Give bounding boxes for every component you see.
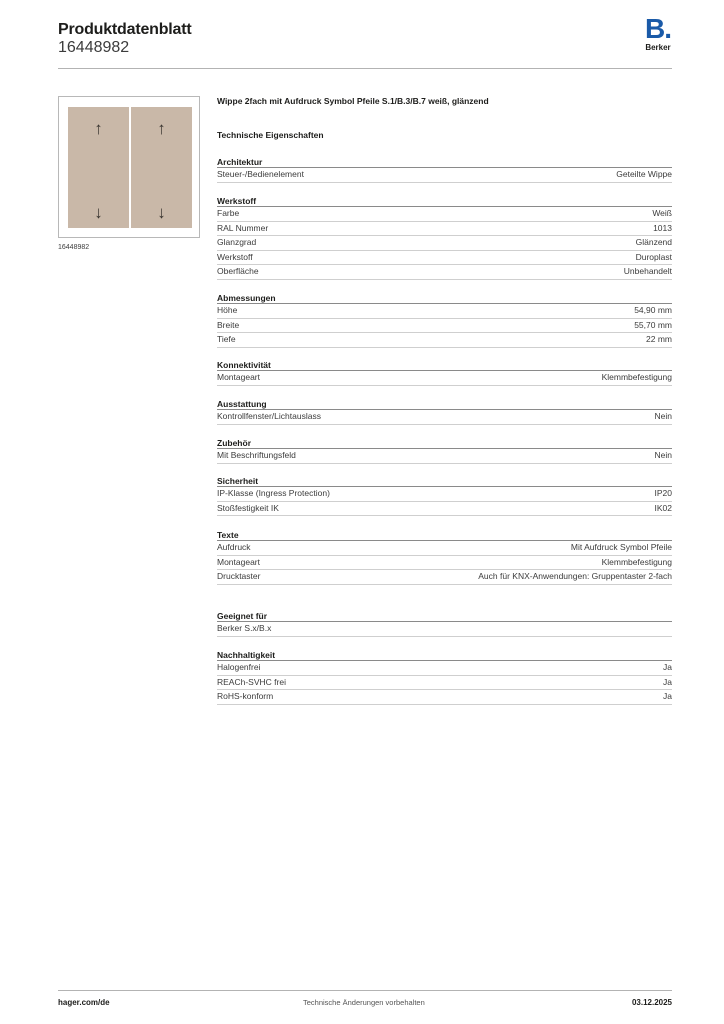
spec-label: REACh-SVHC frei <box>217 676 286 687</box>
spec-row <box>217 556 672 571</box>
spec-label: IP-Klasse (Ingress Protection) <box>217 488 330 498</box>
spec-section <box>217 649 672 705</box>
header-divider <box>58 68 672 69</box>
spec-row <box>217 570 672 585</box>
section-heading: Sicherheit <box>217 475 672 487</box>
spec-section <box>217 398 672 425</box>
arrow-up-icon: ↑ <box>157 119 166 138</box>
section-heading: Werkstoff <box>217 195 672 207</box>
spec-section <box>217 156 672 183</box>
spec-section <box>217 437 672 464</box>
spec-value: 55,70 mm <box>634 319 672 330</box>
section-heading: Ausstattung <box>217 398 672 410</box>
section-heading: Geeignet für <box>217 610 672 622</box>
spec-label: Werkstoff <box>217 251 253 262</box>
spec-value: Glänzend <box>635 237 672 247</box>
spec-row <box>217 541 672 556</box>
spec-label: Tiefe <box>217 334 236 344</box>
spec-value: 54,90 mm <box>634 305 672 315</box>
spec-row <box>217 502 672 517</box>
spec-section <box>217 359 672 386</box>
spec-row <box>217 449 672 464</box>
spec-value: Nein <box>654 411 672 421</box>
section-heading: Abmessungen <box>217 292 672 304</box>
spec-row <box>217 222 672 237</box>
spec-row <box>217 622 672 637</box>
spec-label: Höhe <box>217 305 238 315</box>
spec-value: Weiß <box>652 208 672 218</box>
spec-label: RAL Nummer <box>217 222 269 233</box>
spec-label: Breite <box>217 319 240 330</box>
product-title: Wippe 2fach mit Aufdruck Symbol Pfeile S.1/B.3/B.7 weiß, glänzend <box>217 96 489 106</box>
section-heading: Zubehör <box>217 437 672 449</box>
tech-heading: Technische Eigenschaften <box>217 130 324 140</box>
spec-value: Ja <box>663 676 672 687</box>
spec-row <box>217 676 672 691</box>
spec-label: Oberfläche <box>217 266 259 276</box>
spec-row <box>217 251 672 266</box>
spec-label: Montageart <box>217 556 260 567</box>
spec-value: Klemmbefestigung <box>601 556 672 567</box>
spec-label: Glanzgrad <box>217 237 257 247</box>
spec-label: Montageart <box>217 372 260 382</box>
logo-text: Berker <box>645 43 671 52</box>
spec-row <box>217 410 672 425</box>
product-number: 16448982 <box>58 39 130 56</box>
spec-label: Mit Beschriftungsfeld <box>217 450 296 460</box>
spec-value: IP20 <box>654 488 672 498</box>
rocker-left <box>68 107 129 228</box>
arrow-down-icon: ↓ <box>94 203 103 222</box>
spec-label: Stoßfestigkeit IK <box>217 502 279 513</box>
spec-section <box>217 475 672 516</box>
spec-row <box>217 333 672 348</box>
section-heading: Texte <box>217 529 672 541</box>
spec-value: Ja <box>663 691 672 701</box>
spec-value: Geteilte Wippe <box>616 169 672 179</box>
rocker-right <box>131 107 192 228</box>
spec-row <box>217 304 672 319</box>
product-image <box>58 96 200 238</box>
spec-value: Klemmbefestigung <box>601 372 672 382</box>
spec-value: Mit Aufdruck Symbol Pfeile <box>570 542 672 552</box>
arrow-up-icon: ↑ <box>94 119 103 138</box>
spec-value: Nein <box>654 450 672 460</box>
spec-label: Drucktaster <box>217 571 261 581</box>
spec-value: Duroplast <box>635 251 672 262</box>
spec-value: Ja <box>663 662 672 672</box>
spec-value: Auch für KNX-Anwendungen: Gruppentaster 2-fach <box>478 571 672 581</box>
spec-row <box>217 690 672 705</box>
spec-label: RoHS-konform <box>217 691 274 701</box>
spec-section <box>217 529 672 585</box>
spec-label: Berker S.x/B.x <box>217 623 272 633</box>
arrow-down-icon: ↓ <box>157 203 166 222</box>
footer-date: 03.12.2025 <box>631 998 672 1007</box>
footer-notice: Technische Änderungen vorbehalten <box>303 998 425 1007</box>
spec-value: Unbehandelt <box>623 266 672 276</box>
spec-label: Kontrollfenster/Lichtauslass <box>217 411 321 421</box>
spec-section <box>217 195 672 280</box>
footer-website: hager.com/de <box>58 998 110 1007</box>
spec-value: 1013 <box>653 222 672 233</box>
section-heading: Architektur <box>217 156 672 168</box>
spec-section <box>217 610 672 637</box>
footer-divider <box>58 990 672 991</box>
spec-label: Aufdruck <box>217 542 251 552</box>
spec-value: 22 mm <box>646 334 672 344</box>
spec-label: Steuer-/Bedienelement <box>217 169 304 179</box>
berker-logo <box>640 13 676 52</box>
logo-mark: B. <box>645 13 671 44</box>
image-caption: 16448982 <box>58 244 90 251</box>
section-heading: Nachhaltigkeit <box>217 649 672 661</box>
spec-row <box>217 371 672 386</box>
spec-row <box>217 236 672 251</box>
spec-label: Halogenfrei <box>217 662 261 672</box>
spec-label: Farbe <box>217 208 240 218</box>
spec-row <box>217 661 672 676</box>
page-title: Produktdatenblatt <box>58 21 192 38</box>
spec-row <box>217 168 672 183</box>
spec-row <box>217 319 672 334</box>
spec-row <box>217 207 672 222</box>
spec-section <box>217 292 672 348</box>
spec-row <box>217 265 672 280</box>
spec-value: IK02 <box>654 502 672 513</box>
spec-row <box>217 487 672 502</box>
section-heading: Konnektivität <box>217 359 672 371</box>
